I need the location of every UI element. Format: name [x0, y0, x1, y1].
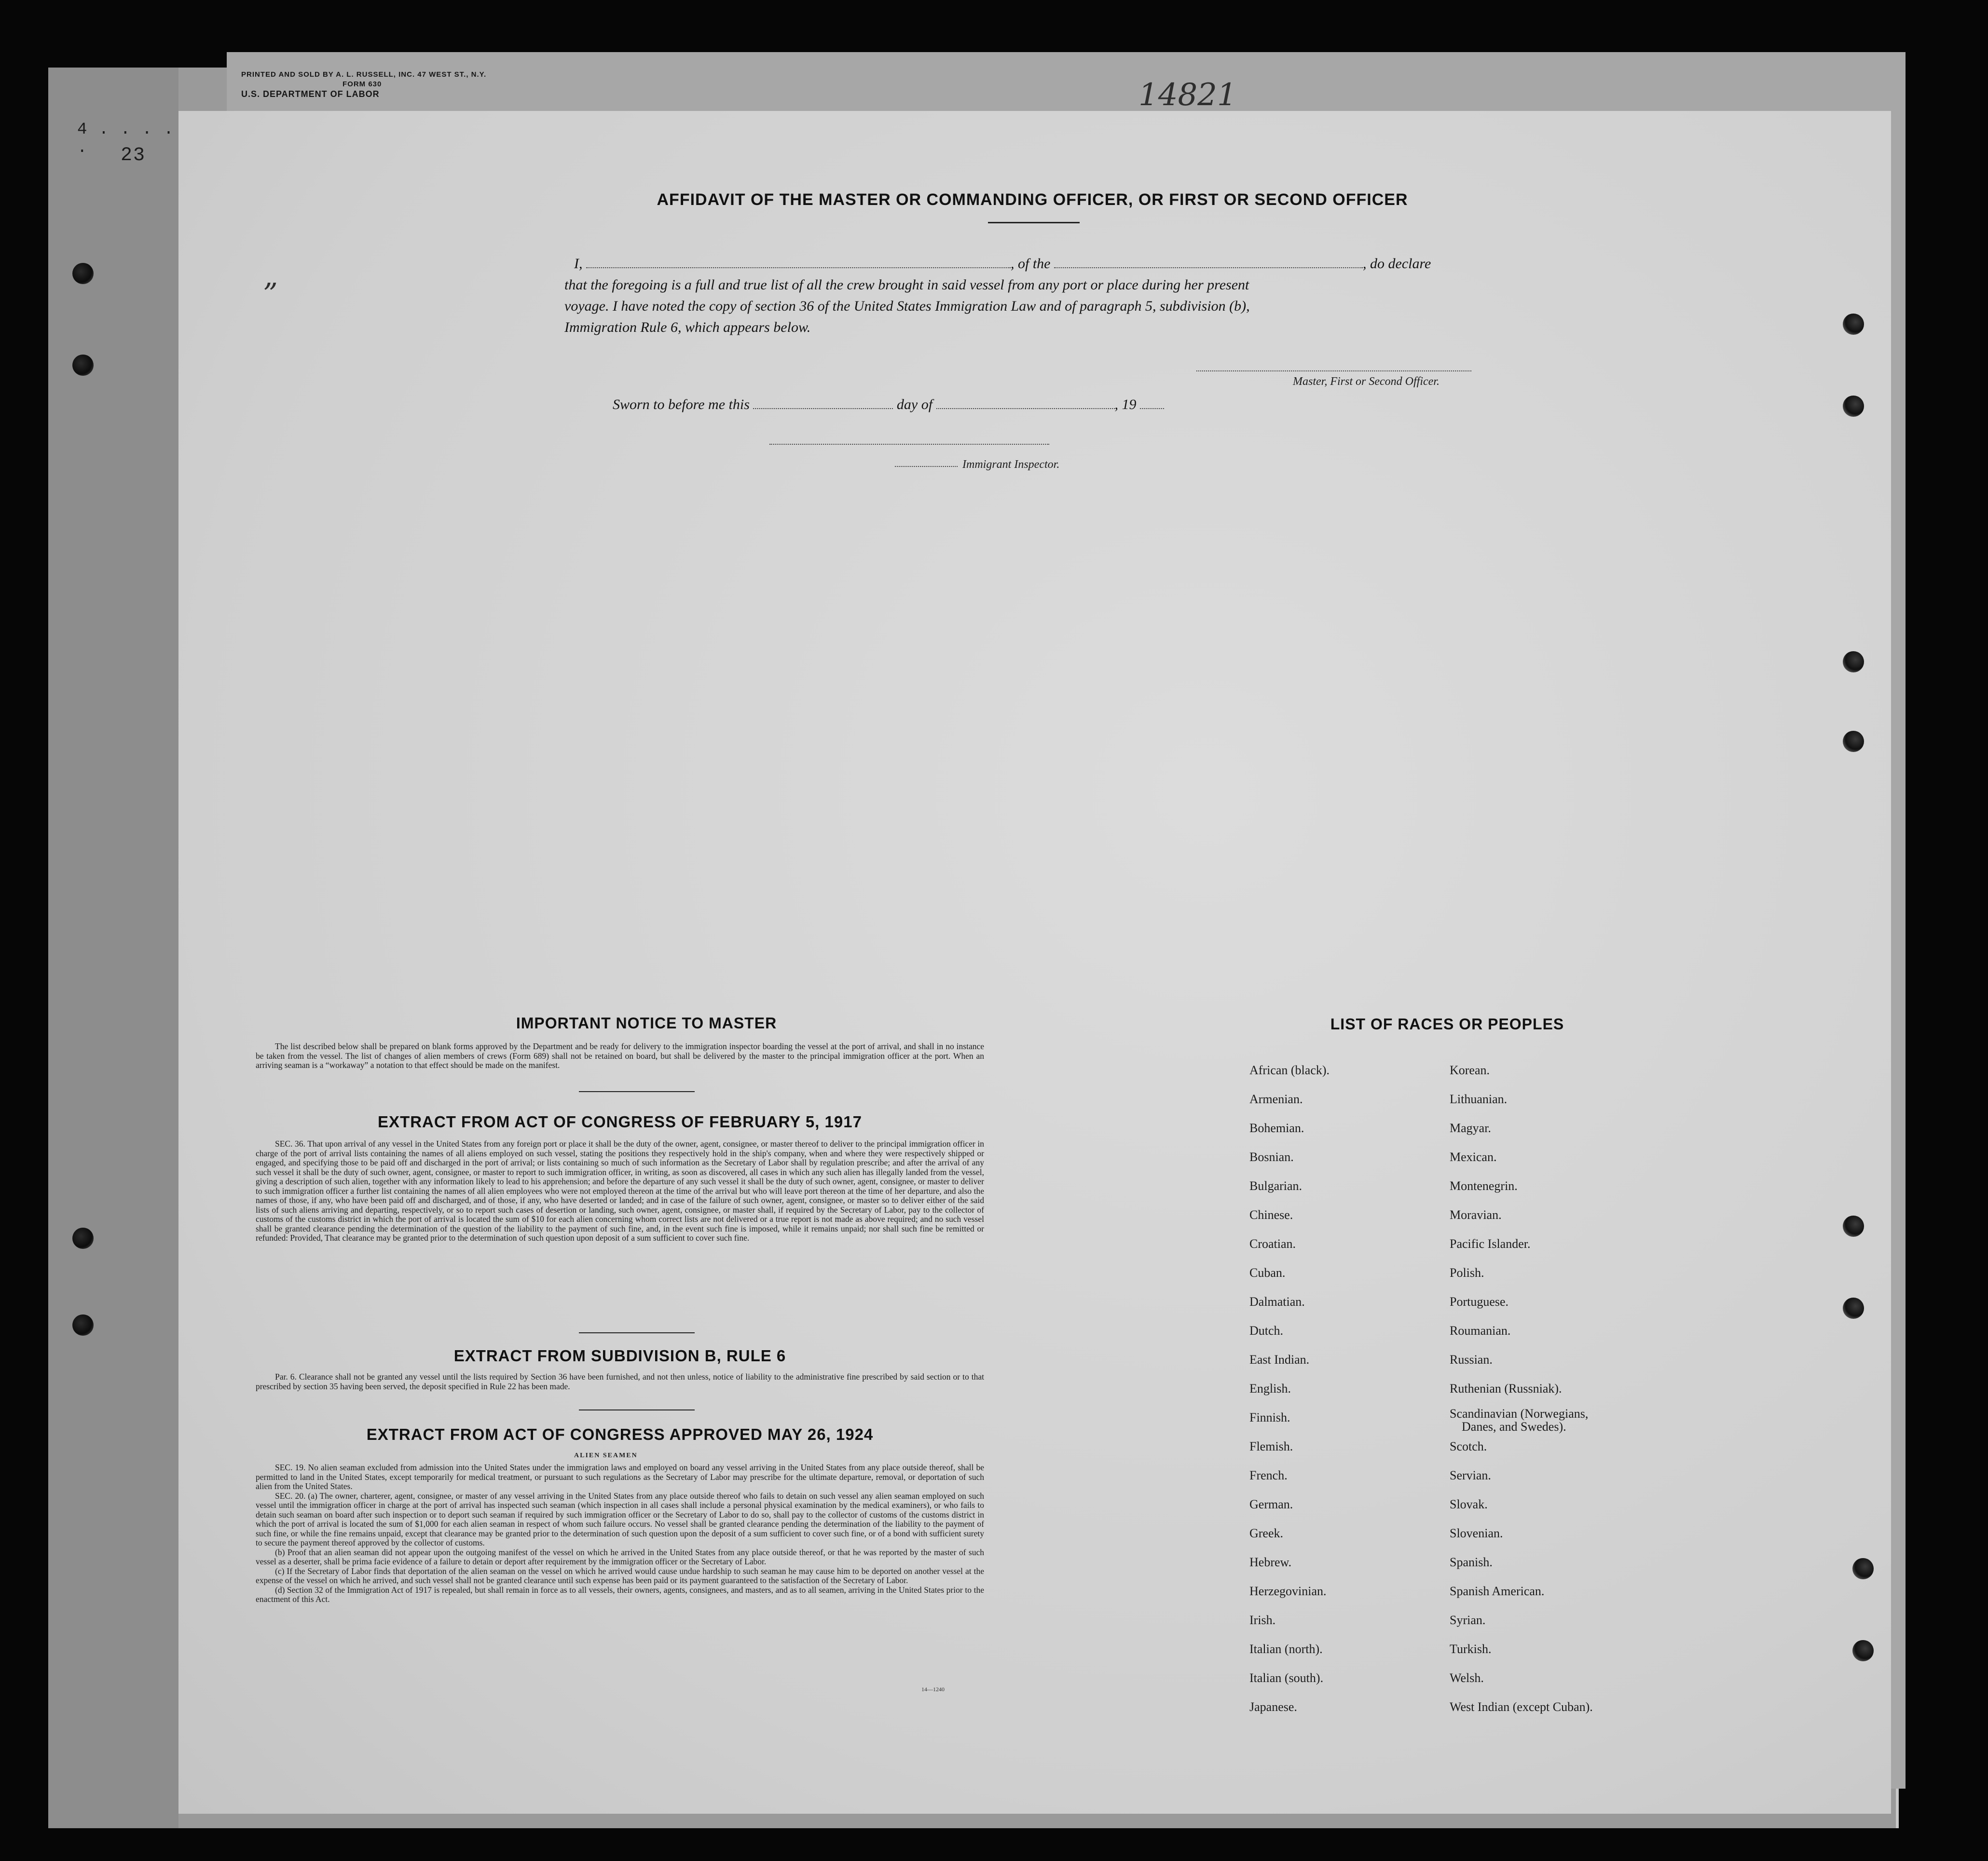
declaration-line-3: voyage. I have noted the copy of section 36 of the United States Immigration Law and of paragraph 5, subdivision (b),: [564, 298, 1250, 314]
race-item: Moravian.: [1450, 1208, 1502, 1222]
section-36-text: SEC. 36. That upon arrival of any vessel in the United States from any foreign port or place it shall be the duty of the owner, agent, consignee, or master thereof to deliver to the principal immigration officer in charge of the port of arrival lists containing the names of all aliens employed on such vessel, stating the positions they respectively hold in the ship's company, when and where they were respectively shipped or engaged, and specifying those to be paid off and discharged in the port of arrival; or lists containing so much of such information as the Secretary of Labor shall by regulation prescribe; and after the arrival of any such vessel it shall be the duty of such owner, agent, consignee, or master to report to such immigration officer, in writing, as soon as discovered, all cases in which any such alien has illegally landed from the vessel, giving a description of such alien, together with any information likely to lead to his apprehension; and before the departure of any such vessel it shall be the duty of such owner, agent, consignee, or master to deliver to such immigration officer a further list containing the names of all alien employees who were not employed thereon at the time of the arrival but who will leave port thereon at the time of her departure, and also the names of those, if any, who have been paid off and discharged, and of those, if any, who have deserted or landed; and in case of the failure of such owner, agent, consignee, or master so to deliver either of the said lists of such aliens arriving and departing, respectively, or so to report such cases of desertion or landing, such owner, agent, consignee, or master shall, if required by the Secretary of Labor, pay to the collector of customs of the customs district in which the port of arrival is located the sum of $10 for each alien concerning whom correct lists are not delivered or a true report is not made as above required; and no such vessel shall be granted clearance pending the determination of the question of the liability to the payment of such fine, and, in the event such fine is imposed, while it remains unpaid; nor shall such fine be remitted or refunded: Provided, That clearance may be granted prior to the determination of such question upon deposit of a sum sufficient to cover such fine.: [256, 1139, 984, 1243]
vessel-blank[interactable]: [1054, 256, 1363, 268]
extract-1924-title: EXTRACT FROM ACT OF CONGRESS APPROVED MAY 26, 1924: [366, 1425, 874, 1443]
left-binding-strip: [48, 68, 178, 1828]
punch-hole: [1843, 1298, 1864, 1319]
race-item: French.: [1249, 1468, 1288, 1482]
alien-seamen-subtitle: ALIEN SEAMEN: [574, 1452, 638, 1459]
race-item: Lithuanian.: [1450, 1092, 1508, 1106]
race-item: Greek.: [1249, 1526, 1284, 1540]
handwritten-number: 14821: [1138, 77, 1237, 113]
section-rule: [579, 1409, 695, 1410]
races-title: LIST OF RACES OR PEOPLES: [1330, 1015, 1564, 1033]
affidavit-title: AFFIDAVIT OF THE MASTER OR COMMANDING OFFICER, OR FIRST OR SECOND OFFICER: [657, 191, 1408, 209]
inspector-caption-leader: [895, 466, 958, 467]
race-item: Mexican.: [1450, 1150, 1497, 1164]
notice-body: [256, 1042, 984, 1070]
declaration-line-4: Immigration Rule 6, which appears below.: [564, 319, 811, 335]
race-item: Roumanian.: [1450, 1324, 1511, 1338]
section-rule: [579, 1332, 695, 1333]
race-item: German.: [1249, 1497, 1293, 1511]
race-item: Magyar.: [1450, 1121, 1491, 1135]
race-item: Scandinavian (Norwegians,: [1450, 1407, 1589, 1421]
punch-hole: [72, 263, 94, 284]
race-item: Flemish.: [1249, 1439, 1293, 1453]
declaration-text: [564, 253, 1529, 338]
name-blank[interactable]: [586, 256, 1011, 268]
section-20b-text: (b) Proof that an alien seaman did not appear upon the outgoing manifest of the vessel on which he arrived in the United States from any place outside thereof, or that he was reported by the master of such vessel as a deserter, shall be prima facie evidence of a failure to detain or deport after requirement by the immigration officer or the Secretary of Labor.: [256, 1547, 984, 1566]
master-signature-line[interactable]: [1196, 370, 1471, 371]
form-code: 14—1240: [921, 1686, 945, 1693]
race-item: Japanese.: [1249, 1700, 1297, 1714]
inspector-caption: Immigrant Inspector.: [962, 458, 1060, 471]
race-item: Croatian.: [1249, 1237, 1296, 1251]
punch-hole: [1843, 396, 1864, 417]
punch-hole: [1843, 314, 1864, 335]
race-item: Polish.: [1450, 1266, 1484, 1280]
race-item: Spanish.: [1450, 1555, 1493, 1569]
subdivision-title: EXTRACT FROM SUBDIVISION B, RULE 6: [453, 1347, 786, 1365]
department-name: U.S. DEPARTMENT OF LABOR: [241, 89, 380, 99]
race-item: Dalmatian.: [1249, 1295, 1305, 1309]
race-item: Syrian.: [1450, 1613, 1486, 1627]
punch-hole: [72, 355, 94, 376]
punch-hole: [72, 1314, 94, 1336]
race-item: Spanish American.: [1450, 1584, 1545, 1598]
section-20c-text: (c) If the Secretary of Labor finds that deportation of the alien seaman on the vessel on which he arrived would cause undue hardship to such seaman he may cause him to be deported on another vessel at the expense of the vessel on which he arrived, and such vessel shall not be granted clearance until such expense has been paid or its payment guaranteed to the satisfaction of the Secretary of Labor.: [256, 1566, 984, 1585]
declaration-i: I,: [574, 256, 583, 272]
master-signature-caption: Master, First or Second Officer.: [1293, 375, 1440, 388]
race-item: Dutch.: [1249, 1324, 1284, 1338]
race-item: Welsh.: [1450, 1671, 1484, 1685]
race-item: Cuban.: [1249, 1266, 1286, 1280]
inspector-signature-line[interactable]: [769, 444, 1049, 445]
race-item: Slovak.: [1450, 1497, 1488, 1511]
race-item: Slovenian.: [1450, 1526, 1503, 1540]
punch-hole: [1843, 651, 1864, 672]
race-item: Herzegovinian.: [1249, 1584, 1327, 1598]
race-item: Russian.: [1450, 1353, 1493, 1367]
race-item: Bohemian.: [1249, 1121, 1304, 1135]
punch-hole: [1843, 731, 1864, 752]
punch-hole: [1852, 1640, 1874, 1661]
declaration-line-1: [564, 253, 1529, 274]
notice-title: IMPORTANT NOTICE TO MASTER: [516, 1014, 777, 1032]
race-item: Finnish.: [1249, 1410, 1290, 1424]
printer-line: PRINTED AND SOLD BY A. L. RUSSELL, INC. 47 WEST ST., N.Y.: [241, 70, 487, 79]
declaration-end: , do declare: [1363, 256, 1431, 272]
race-item: Korean.: [1450, 1063, 1490, 1077]
sworn-line: [613, 397, 1164, 413]
section-20a-text: SEC. 20. (a) The owner, charterer, agent, consignee, or master of any vessel arriving in the United States from any place outside thereof who fails to detain on such vessel any alien seaman employed on such vessel until the immigration officer in charge at the port of arrival has inspected such seaman (which inspection in all cases shall include a personal physical examination by the medical examiners), or who fails to detain such seaman on board after such inspection or to deport such seaman if required by such immigration officer or the Secretary of Labor to do so, shall pay to the collector of customs of the customs district in which the port of arrival is located the sum of $1,000 for each alien seaman in respect of whom such failure occurs. No vessel shall be granted clearance pending the determination of the liability to the payment of such fine, or while the fine remains unpaid, except that clearance may be granted prior to the determination of such question upon the deposit of a sum sufficient to cover such fine, or of a bond with sufficient surety to secure the payment thereof approved by the collector of customs.: [256, 1491, 984, 1547]
race-item: African (black).: [1249, 1063, 1330, 1077]
section-19-text: SEC. 19. No alien seaman excluded from admission into the United States under the immigration laws and employed on board any vessel arriving in the United States from any place outside thereof, shall be permitted to land in the United States, except temporarily for medical treatment, or pursuant to such regulations as the Secretary of Labor may prescribe for the ultimate departure, removal, or deportation of such alien from the United States.: [256, 1463, 984, 1491]
form-number: FORM 630: [343, 80, 382, 88]
sworn-year-blank[interactable]: [1140, 397, 1164, 409]
punch-hole: [1843, 1216, 1864, 1237]
race-item: Servian.: [1450, 1468, 1491, 1482]
punch-hole: [1852, 1558, 1874, 1579]
race-item-continuation: Danes, and Swedes).: [1462, 1420, 1566, 1434]
strip-label-number: 23: [121, 145, 146, 166]
race-item: West Indian (except Cuban).: [1450, 1700, 1593, 1714]
race-item: Pacific Islander.: [1450, 1237, 1531, 1251]
declaration-line-2: that the foregoing is a full and true list of all the crew brought in said vessel from any port or place during her present: [564, 277, 1249, 293]
race-item: Bulgarian.: [1249, 1179, 1302, 1193]
race-item: Irish.: [1249, 1613, 1276, 1627]
sworn-day-blank[interactable]: [753, 397, 893, 409]
declaration-of-the: , of the: [1011, 256, 1051, 272]
notice-paragraph: The list described below shall be prepared on blank forms approved by the Department and be ready for delivery to the immigration inspector boarding the vessel at the port of arrival, and shall in no instance be taken from the vessel. The list of changes of alien members of crews (Form 689) shall not be retained on board, but shall be delivered by the master to the principal immigration officer at the port. When an arriving seaman is a “workaway” a notation to that effect should be made on the manifest.: [256, 1041, 984, 1070]
extract-1924-body: [256, 1463, 984, 1604]
race-item: Chinese.: [1249, 1208, 1293, 1222]
extract-1917-body: [256, 1139, 984, 1243]
race-item: Italian (south).: [1249, 1671, 1324, 1685]
race-item: East Indian.: [1249, 1353, 1310, 1367]
race-item: Turkish.: [1450, 1642, 1492, 1656]
section-rule: [579, 1091, 695, 1092]
sworn-year-label: , 19: [1114, 397, 1137, 412]
sworn-prefix: Sworn to before me this: [613, 397, 750, 412]
extract-1917-title: EXTRACT FROM ACT OF CONGRESS OF FEBRUARY 5, 1917: [378, 1113, 862, 1131]
race-item: Scotch.: [1450, 1439, 1487, 1453]
race-item: Italian (north).: [1249, 1642, 1323, 1656]
race-item: English.: [1249, 1382, 1291, 1396]
sworn-day-label: day of: [896, 397, 933, 412]
race-item: Ruthenian (Russniak).: [1450, 1382, 1562, 1396]
paragraph-6-text: Par. 6. Clearance shall not be granted any vessel until the lists required by Section 36 have been furnished, and not then unless, notice of liability to the administrative fine prescribed by said section or to that prescribed by section 35 having been served, the deposit specified in Rule 22 has been made.: [256, 1372, 984, 1391]
race-item: Montenegrin.: [1450, 1179, 1518, 1193]
race-item: Bosnian.: [1249, 1150, 1294, 1164]
race-item: Hebrew.: [1249, 1555, 1292, 1569]
handwritten-mark: ”: [263, 277, 278, 311]
title-rule: [988, 222, 1080, 223]
punch-hole: [72, 1228, 94, 1249]
strip-label-top: 4 . . . . .: [77, 121, 175, 157]
section-20d-text: (d) Section 32 of the Immigration Act of 1917 is repealed, but shall remain in force as to all vessels, their owners, agents, consignees, and masters, and as to all seamen, arriving in the United States prior to the enactment of this Act.: [256, 1585, 984, 1604]
subdivision-body: [256, 1372, 984, 1391]
race-item: Portuguese.: [1450, 1295, 1509, 1309]
sworn-month-blank[interactable]: [936, 397, 1115, 409]
race-item: Armenian.: [1249, 1092, 1303, 1106]
printer-imprint: [241, 70, 675, 99]
